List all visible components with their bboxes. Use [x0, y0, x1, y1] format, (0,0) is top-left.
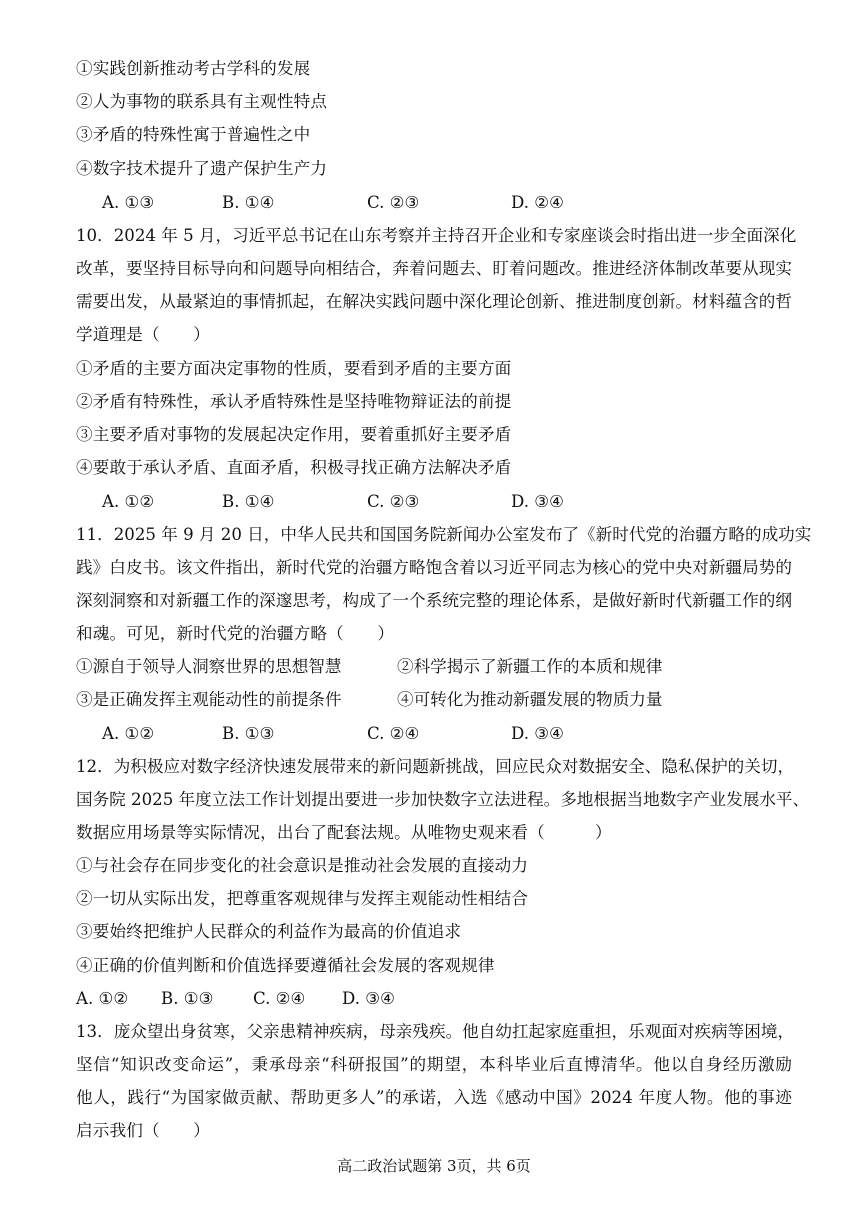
- q9-item-3: ③矛盾的特殊性寓于普遍性之中: [76, 125, 311, 144]
- q11-stem-line-2: 践》白皮书。该文件指出，新时代党的治疆方略饱含着以习近平同志为核心的党中央对新疆局势的: [76, 558, 792, 577]
- q10-option-a: A. ①②: [102, 492, 155, 511]
- q10-stem-line-3: 需要出发，从最紧迫的事情抓起，在解决实践问题中深化理论创新、推进制度创新。材料蕴含的哲: [76, 292, 792, 311]
- q12-option-b: B. ①③: [161, 989, 214, 1008]
- q11-option-c: C. ②④: [367, 724, 420, 743]
- q12-option-d: D. ③④: [342, 989, 396, 1008]
- q11-item-3: ③是正确发挥主观能动性的前提条件: [76, 690, 342, 709]
- q9-option-a: A. ①③: [102, 193, 155, 212]
- q11-stem-line-4: 和魂。可见，新时代党的治疆方略（ ）: [76, 624, 395, 643]
- page-footer: 高二政治试题第 3页，共 6页: [337, 1157, 531, 1175]
- q13-stem-line-3: 他人，践行“为国家做贡献、帮助更多人”的承诺，入选《感动中国》2024 年度人物。他的事迹: [76, 1088, 792, 1107]
- q11-item-1: ①源自于领导人洞察世界的思想智慧: [76, 657, 342, 676]
- q11-option-d: D. ③④: [511, 724, 565, 743]
- q13-stem-line-4: 启示我们（ ）: [76, 1121, 210, 1140]
- q10-item-1: ①矛盾的主要方面决定事物的性质，要看到矛盾的主要方面: [76, 359, 512, 378]
- q9-option-d: D. ②④: [511, 193, 565, 212]
- q9-item-2: ②人为事物的联系具有主观性特点: [76, 92, 328, 111]
- q12-item-1: ①与社会存在同步变化的社会意识是推动社会发展的直接动力: [76, 856, 529, 875]
- q9-option-b: B. ①④: [222, 193, 275, 212]
- q10-item-3: ③主要矛盾对事物的发展起决定作用，要着重抓好主要矛盾: [76, 425, 512, 444]
- q10-stem-line-2: 改革，要坚持目标导向和问题导向相结合，奔着问题去、盯着问题改。推进经济体制改革要从现实: [76, 259, 792, 278]
- q11-item-4: ④可转化为推动新疆发展的物质力量: [397, 690, 663, 709]
- q9-option-c: C. ②③: [367, 193, 420, 212]
- q9-item-1: ①实践创新推动考古学科的发展: [76, 59, 311, 78]
- q12-item-3: ③要始终把维护人民群众的利益作为最高的价值追求: [76, 922, 462, 941]
- q12-item-2: ②一切从实际出发，把尊重客观规律与发挥主观能动性相结合: [76, 889, 529, 908]
- q11-option-b: B. ①③: [222, 724, 275, 743]
- q13-stem-line-2: 坚信“知识改变命运”，秉承母亲“科研报国”的期望，本科毕业后直博清华。他以自身经历激励: [76, 1055, 792, 1074]
- q11-option-a: A. ①②: [102, 724, 155, 743]
- q11-stem-line-3: 深刻洞察和对新疆工作的深邃思考，构成了一个系统完整的理论体系，是做好新时代新疆工作的纲: [76, 591, 792, 610]
- q12-stem-line-2: 国务院 2025 年度立法工作计划提出要进一步加快数字立法进程。多地根据当地数字产业发展水平、: [76, 790, 810, 809]
- q10-option-b: B. ①④: [222, 492, 275, 511]
- q10-item-2: ②矛盾有特殊性，承认矛盾特殊性是坚持唯物辩证法的前提: [76, 392, 512, 411]
- q11-stem-line-1: 11．2025 年 9 月 20 日，中华人民共和国国务院新闻办公室发布了《新时代党的治疆方略的成功实: [76, 525, 812, 544]
- q13-stem-line-1: 13．庞众望出身贫寒，父亲患精神疾病，母亲残疾。他自幼扛起家庭重担，乐观面对疾病等困境，: [76, 1022, 795, 1041]
- q12-option-a: A. ①②: [76, 989, 129, 1008]
- q9-item-4: ④数字技术提升了遗产保护生产力: [76, 159, 328, 178]
- q12-stem-line-1: 12．为积极应对数字经济快速发展带来的新问题新挑战，回应民众对数据安全、隐私保护的关切，: [76, 757, 795, 776]
- q11-item-2: ②科学揭示了新疆工作的本质和规律: [397, 657, 663, 676]
- q10-option-d: D. ③④: [511, 492, 565, 511]
- q10-stem-line-4: 学道理是（ ）: [76, 325, 210, 344]
- q10-option-c: C. ②③: [367, 492, 420, 511]
- q12-stem-line-3: 数据应用场景等实际情况，出台了配套法规。从唯物史观来看（ ）: [76, 823, 612, 842]
- q10-item-4: ④要敢于承认矛盾、直面矛盾，积极寻找正确方法解决矛盾: [76, 458, 512, 477]
- q10-stem-line-1: 10．2024 年 5 月，习近平总书记在山东考察并主持召开企业和专家座谈会时指出进一步全面深化: [76, 226, 797, 245]
- q12-item-4: ④正确的价值判断和价值选择要遵循社会发展的客观规律: [76, 956, 495, 975]
- q12-option-c: C. ②④: [253, 989, 306, 1008]
